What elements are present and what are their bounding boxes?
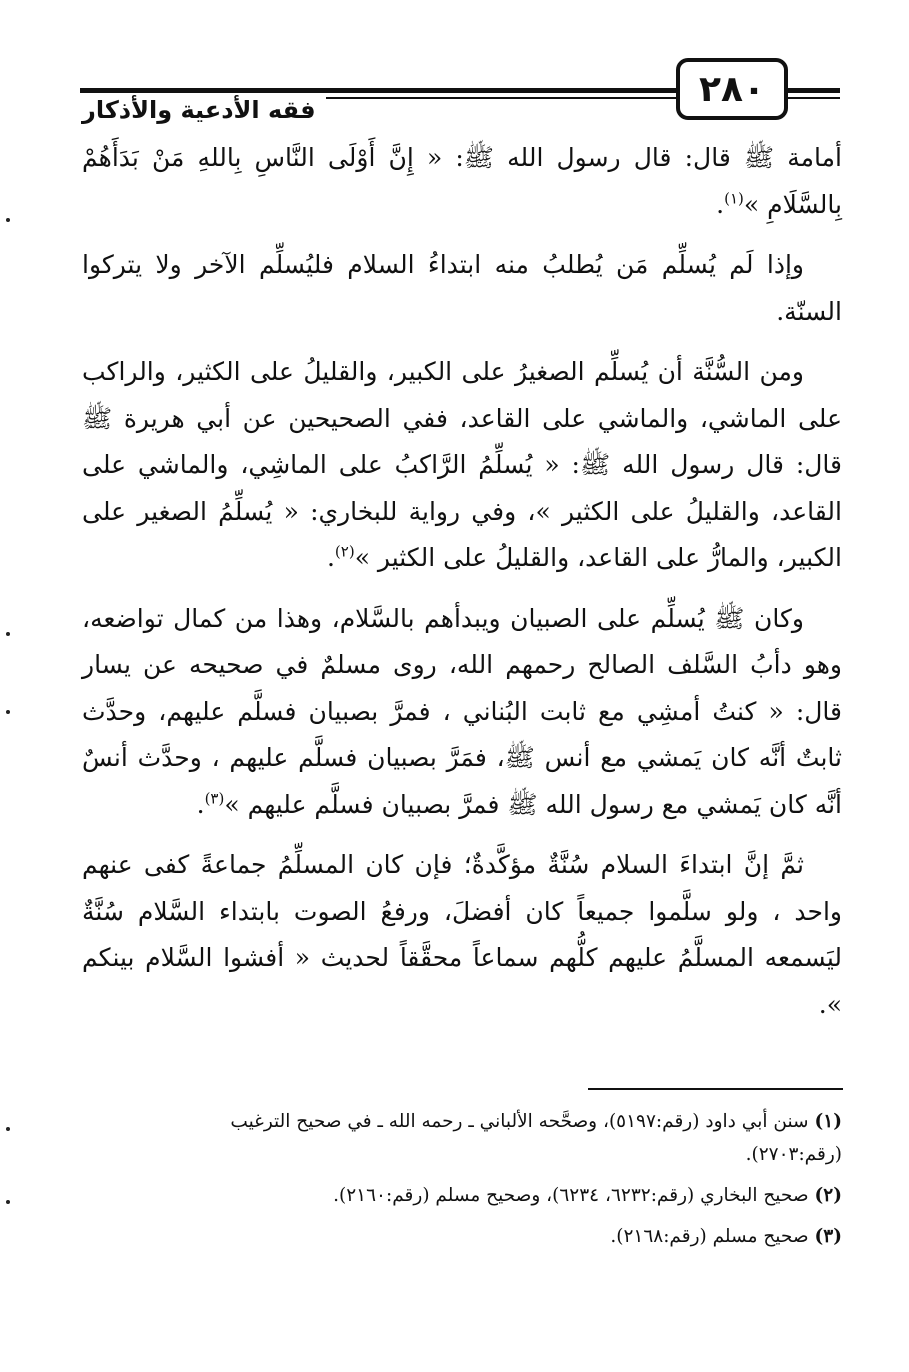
footnote-1 [130,1105,842,1171]
paragraph-end: . [716,189,725,219]
scan-mark [6,632,10,636]
footnote-number: (٢) [814,1185,842,1206]
paragraph-text: ومن السُّنَّة أن يُسلِّم الصغيرُ على الكبير، والقليلُ على الكثير، والراكب على الماشي، والماشي على القاعد، ففي الصحيحين عن أبي هريرة ﷺ قال: قال رسول الله ﷺ: « يُسلِّمُ الرَّاكبُ على الماشِي، والماشي على القاعد، والقليلُ على الكثير »، وفي رواية للبخاري: « يُسلِّمُ الصغير على الكبير، والمارُّ على القاعد، والقليلُ على الكثير » [82,357,842,572]
scan-mark [6,1200,10,1204]
footnote-separator [588,1088,843,1090]
paragraph-2 [82,242,842,335]
footnotes [130,1105,842,1261]
paragraph-text: ثمَّ إنَّ ابتداءَ السلام سُنَّةٌ مؤكَّدةٌ؛ فإن كان المسلِّمُ جماعةً كفى عنهم واحد ، ولو سلَّموا جميعاً كان أفضلَ، ورفعُ الصوت بابتداء السَّلام سُنَّةٌ ليَسمعه المسلَّمُ عليهم كلُّهم سماعاً محقَّقاً لحديث « أفشوا السَّلام بينكم ». [82,850,842,1019]
paragraph-1 [82,135,842,228]
paragraph-5 [82,842,842,1028]
paragraph-text: وكان ﷺ يُسلِّم على الصبيان ويبدأهم بالسَّلام، وهذا من كمال تواضعه، وهو دأبُ السَّلف الصالح رحمهم الله، روى مسلمٌ في صحيحه عن يسار قال: « كنتُ أمشِي مع ثابت البُناني ، فمرَّ بصبيان فسلَّم عليهم، وحدَّث ثابتٌ أنَّه كان يَمشي مع أنس ﷺ، فمَرَّ بصبيان فسلَّم عليهم ، وحدَّث أنسٌ أنَّه كان يَمشي مع رسول الله ﷺ فمرَّ بصبيان فسلَّم عليهم » [82,603,842,819]
paragraph-end: . [196,789,205,819]
scan-mark [6,710,10,714]
paragraph-text: وإذا لَم يُسلِّم مَن يُطلبُ منه ابتداءُ السلام فليُسلِّم الآخر ولا يتركوا السنّة. [82,250,842,326]
footnote-text: صحيح البخاري (رقم:٦٢٣٢، ٦٢٣٤)، وصحيح مسلم (رقم:٢١٦٠). [333,1185,809,1206]
main-text [82,135,842,1042]
footnote-ref: (١) [724,189,744,208]
footnote-2 [130,1179,842,1212]
page-number: ٢٨٠ [676,58,788,120]
footnote-number: (١) [814,1111,842,1132]
paragraph-end: . [326,543,335,572]
footnote-text: صحيح مسلم (رقم:٢١٦٨). [610,1226,809,1247]
book-title: فقه الأدعية والأذكار [80,96,326,124]
page-header [80,58,840,128]
footnote-number: (٣) [814,1226,842,1247]
footnote-text: سنن أبي داود (رقم:٥١٩٧)، وصحَّحه الألباني ـ رحمه الله ـ في صحيح الترغيب (رقم:٢٧٠٣). [230,1111,842,1165]
paragraph-text: أمامة ﷺ قال: قال رسول الله ﷺ: « إِنَّ أَوْلَى النَّاسِ بِاللهِ مَنْ بَدَأَهُمْ بِالسَّلَامِ » [82,143,842,219]
footnote-ref: (٢) [334,542,355,561]
scan-mark [6,1127,10,1131]
footnote-3 [130,1220,842,1253]
paragraph-3 [82,349,842,582]
footnote-ref: (٣) [204,789,225,808]
scan-mark [6,218,10,222]
paragraph-4 [82,596,842,829]
